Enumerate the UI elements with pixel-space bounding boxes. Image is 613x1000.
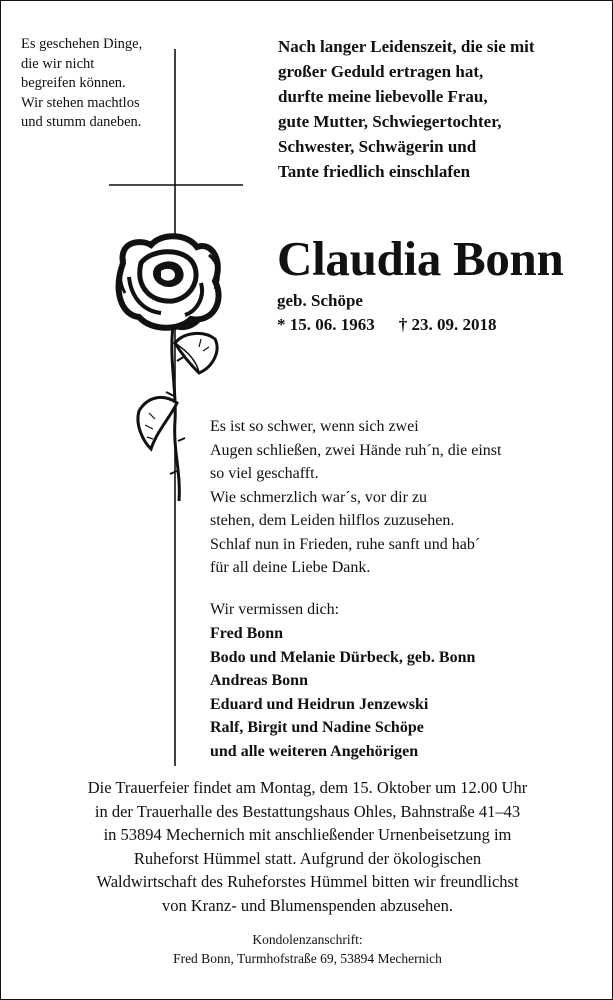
intro-line: gute Mutter, Schwiegertochter, [278, 112, 502, 131]
funeral-line: in 53894 Mechernich mit anschließender Urnenbeisetzung im [103, 825, 512, 844]
motto-line: und stumm daneben. [21, 114, 142, 130]
mourner-name: Eduard und Heidrun Jenzewski [210, 695, 429, 713]
intro-line: durfte meine liebevolle Frau, [278, 87, 488, 106]
poem-line: Schlaf nun in Frieden, ruhe sanft und hab´ [210, 535, 481, 553]
poem-line: Augen schließen, zwei Hände ruh´n, die einst [210, 441, 502, 459]
motto-line: die wir nicht [21, 55, 95, 72]
mourner-name: Fred Bonn [210, 625, 284, 642]
funeral-line: Waldwirtschaft des Ruheforstes Hümmel bitten wir freundlichst [96, 872, 519, 891]
funeral-details [1, 776, 613, 917]
poem-line: für all deine Liebe Dank. [210, 559, 371, 576]
mourner-name: Andreas Bonn [210, 672, 308, 689]
motto-line: Es geschehen Dinge, [21, 36, 143, 52]
funeral-line: von Kranz- und Blumenspenden abzusehen. [162, 895, 453, 915]
deceased-name: Claudia Bonn [277, 231, 564, 286]
intro-text [278, 34, 598, 184]
condolence-label: Kondolenzanschrift: [252, 932, 363, 947]
intro-line: großer Geduld ertragen hat, [278, 62, 484, 81]
intro-line: Schwester, Schwägerin und [278, 137, 477, 156]
poem-line: so viel geschafft. [210, 465, 319, 482]
motto-quote [21, 35, 181, 133]
death-date: † 23. 09. 2018 [398, 315, 497, 334]
poem [210, 415, 600, 580]
mourner-name: Bodo und Melanie Dürbeck, geb. Bonn [210, 648, 476, 666]
mourners-list [210, 622, 475, 763]
birth-date: * 15. 06. 1963 [277, 315, 375, 334]
condolence-address-line: Fred Bonn, Turmhofstraße 69, 53894 Mechernich [173, 950, 442, 966]
mourners-heading: Wir vermissen dich: [210, 601, 340, 618]
poem-line: stehen, dem Leiden hilflos zuzusehen. [210, 512, 455, 529]
funeral-line: Ruheforst Hümmel statt. Aufgrund der ökologischen [133, 848, 482, 868]
poem-line: Wie schmerzlich war´s, vor dir zu [210, 488, 428, 506]
motto-line: begreifen können. [21, 75, 126, 91]
funeral-line: Die Trauerfeier findet am Montag, dem 15. Oktober um 12.00 Uhr [87, 778, 528, 797]
poem-line: Es ist so schwer, wenn sich zwei [210, 418, 419, 435]
life-dates [277, 314, 497, 336]
rose-icon [119, 236, 219, 501]
funeral-line: in der Trauerhalle des Bestattungshaus Ohles, Bahnstraße 41–43 [94, 801, 521, 821]
motto-line: Wir stehen machtlos [21, 94, 140, 111]
birth-name: geb. Schöpe [277, 291, 363, 310]
intro-line: Nach langer Leidenszeit, die sie mit [278, 37, 535, 56]
condolence-address [1, 931, 613, 968]
mourner-name: Ralf, Birgit und Nadine Schöpe [210, 719, 424, 736]
mourner-name: und alle weiteren Angehörigen [210, 742, 419, 760]
intro-line: Tante friedlich einschlafen [278, 162, 471, 181]
